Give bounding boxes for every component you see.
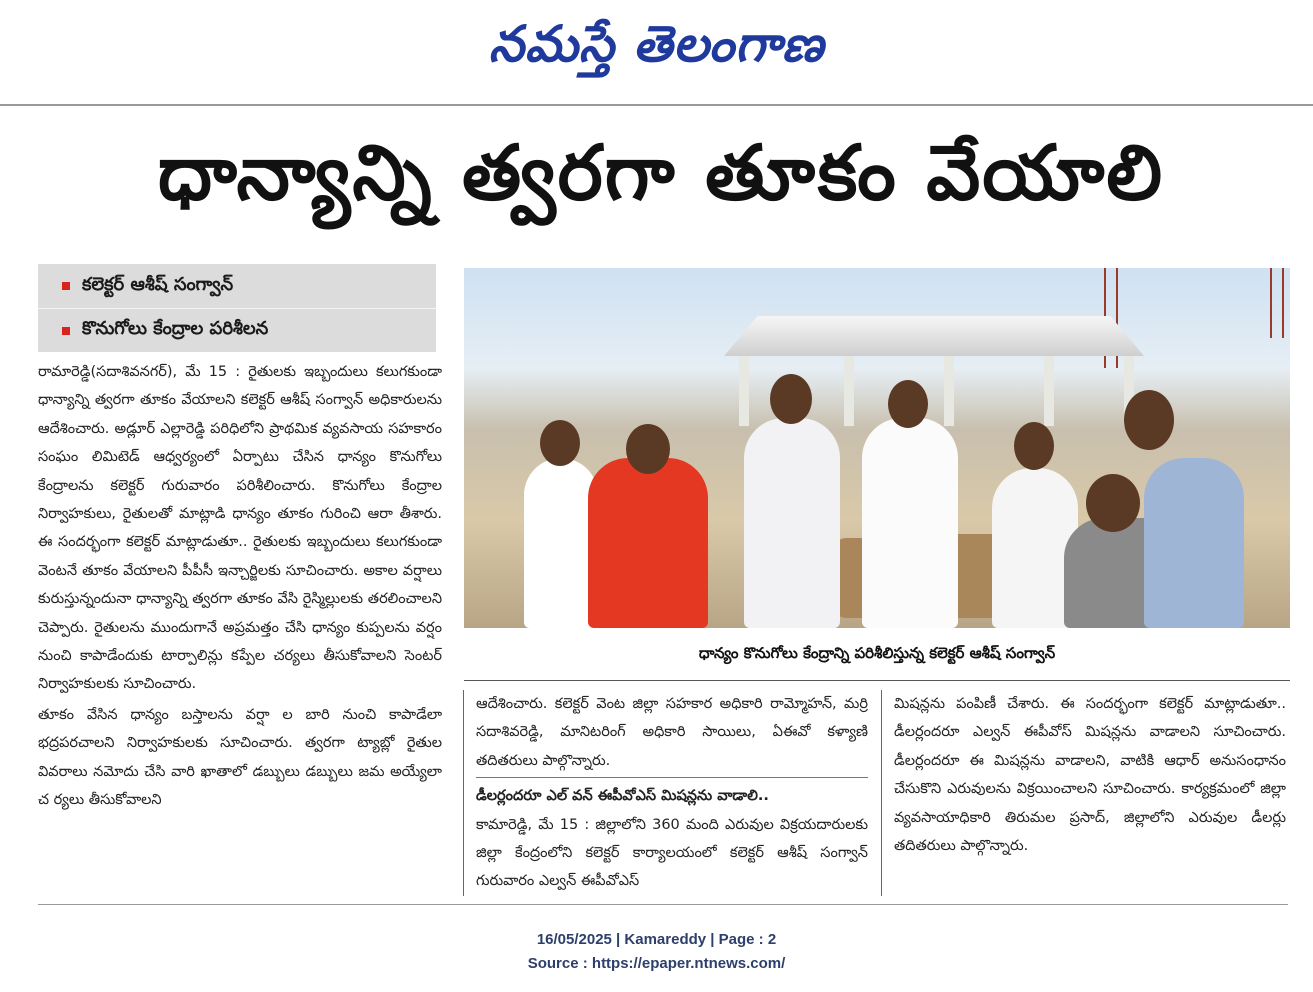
bullet-icon bbox=[62, 327, 70, 335]
caption-divider bbox=[464, 680, 1290, 681]
shed-post-graphic bbox=[944, 356, 954, 426]
footer-divider bbox=[38, 904, 1288, 905]
person-head-graphic bbox=[888, 380, 928, 428]
person-head-graphic bbox=[540, 420, 580, 466]
masthead bbox=[0, 0, 1313, 100]
subhead-text: కొనుగోలు కేంద్రాల పరిశీలన bbox=[82, 318, 269, 339]
masthead-divider bbox=[0, 104, 1313, 106]
headline bbox=[36, 112, 1286, 252]
article-paragraph: రామారెడ్డి(సదాశివనగర్), మే 15 : రైతులకు ఇబ్బందులు కలుగకుండా ధాన్యాన్ని త్వరగా తూకం వేయాలని కలెక్టర్ ఆశీష్ సంగ్వాన్ అధికారులను ఆదేశించారు. అడ్లూర్ ఎల్లారెడ్డి పరిధిలోని ప్రాథమిక వ్యవసాయ సహకారం సంఘం లిమిటెడ్ ఆధ్వర్యంలో ఏర్పాటు చేసిన ధాన్యం కొనుగోలు కేంద్రాలను కలెక్టర్ గురువారం పరిశీలించారు. కొనుగోలు కేంద్రాల నిర్వాహకులు, రైతులతో మాట్లాడి ధాన్యం తూకం గురించి ఆరా తీశారు. ఈ సందర్భంగా కలెక్టర్ మాట్లాడుతూ.. రైతులకు ఇబ్బందులు కలుగకుండా వెంటనే తూకం వేయాలని పీపీసీ ఇన్చార్జిలకు సూచించారు. అకాల వర్షాలు కురుస్తున్నందునా ధాన్యాన్ని త్వరగా తూకం వేసి రైస్మిల్లులకు తరలించాలని చెప్పారు. రైతులను ముందుగానే అప్రమత్తం చేసి ధాన్యం కుప్పలను వర్షం నుంచి కాపాడేందుకు టార్పాలిన్లు కప్పేల చర్యలు తీసుకోవాలని సెంటర్ నిర్వాహకులకు సూచించారు. bbox=[38, 364, 442, 693]
person-head-graphic bbox=[626, 424, 670, 474]
subhead-item bbox=[38, 264, 436, 308]
shed-post-graphic bbox=[1044, 356, 1054, 426]
article-paragraph: ఆదేశించారు. కలెక్టర్ వెంట జిల్లా సహకార అధికారి రామ్మోహన్, మర్రి సదాశివరెడ్డి, మానిటరింగ్ అధికారి సాయిలు, ఏఈవో కళ్యాణి తదితరులు పాల్గొన్నారు. bbox=[476, 696, 868, 769]
subhead-text: కలెక్టర్ ఆశీష్ సంగ్వాన్ bbox=[82, 273, 234, 295]
section-subhead: డీలర్లందరూ ఎల్ వన్ ఈపీవోఎస్ మిషన్లను వాడాలి.. bbox=[476, 788, 769, 805]
person-head-graphic bbox=[1014, 422, 1054, 470]
bullet-icon bbox=[62, 282, 70, 290]
person-graphic bbox=[588, 458, 708, 628]
shed-roof-graphic bbox=[724, 316, 1144, 356]
person-head-graphic bbox=[1086, 474, 1140, 532]
source-link[interactable]: Source : https://epaper.ntnews.com/ bbox=[527, 955, 786, 972]
section-divider bbox=[476, 777, 868, 778]
page-footer bbox=[0, 928, 1313, 976]
headline-text: ధాన్యాన్ని త్వరగా తూకం వేయాలి bbox=[157, 128, 1165, 217]
article-column-2 bbox=[476, 690, 868, 896]
photo-caption: ధాన్యం కొనుగోలు కేంద్రాన్ని పరిశీలిస్తున్న కలెక్టర్ ఆశీష్ సంగ్వాన్ bbox=[698, 644, 1056, 662]
subhead-box bbox=[38, 264, 436, 352]
newspaper-logo: నమస్తే తెలంగాణ bbox=[488, 14, 825, 73]
article-paragraph: తూకం వేసిన ధాన్యం బస్తాలను వర్షా ల బారి నుంచి కాపాడేలా భద్రపరచాలని నిర్వాహకులకు సూచించారు. త్వరగా ట్యాబ్లో రైతుల వివరాలు నమోదు చేసి వారి ఖాతాలో డబ్బులు డబ్బులు జమ అయ్యేలా చ ర్యలు తీసుకోవాలని bbox=[38, 706, 442, 809]
news-photo bbox=[464, 268, 1290, 628]
column-separator bbox=[463, 690, 464, 896]
person-head-graphic bbox=[770, 374, 812, 424]
article-column-1 bbox=[38, 358, 442, 815]
person-graphic bbox=[862, 418, 958, 628]
shed-post-graphic bbox=[844, 356, 854, 426]
person-head-graphic bbox=[1124, 390, 1174, 450]
shed-post-graphic bbox=[739, 356, 749, 426]
subhead-item bbox=[38, 308, 436, 352]
column-separator bbox=[881, 690, 882, 896]
edition-info: 16/05/2025 | Kamareddy | Page : 2 bbox=[536, 931, 777, 948]
person-graphic bbox=[524, 458, 598, 628]
tower-graphic bbox=[1270, 268, 1284, 338]
article-column-3 bbox=[894, 690, 1286, 860]
article-paragraph: మిషన్లను పంపిణీ చేశారు. ఈ సందర్భంగా కలెక్టర్ మాట్లాడుతూ.. డీలర్లందరూ ఎల్వన్ ఈపీవోస్ మిషన్లను వాడాలని సూచించారు. డీలర్లందరూ ఈ మిషన్లను వాడాలని, వాటికి ఆధార్ అనుసంధానం చేసుకొని ఎరువులను విక్రయించాలని సూచించారు. కార్యక్రమంలో జిల్లా వ్యవసాయాధికారి తిరుమల ప్రసాద్, జిల్లాలోని ఎరువుల డీలర్లు తదితరులు పాల్గొన్నారు. bbox=[894, 696, 1286, 855]
article-paragraph: కామారెడ్డి, మే 15 : జిల్లాలోని 360 మంది ఎరువుల విక్రయదారులకు జిల్లా కేంద్రంలోని కలెక్టర్ కార్యాలయంలో కలెక్టర్ ఆశీష్ సంగ్వాన్ గురువారం ఎల్వన్ ఈపీవోఎస్ bbox=[476, 816, 868, 890]
person-graphic bbox=[744, 418, 840, 628]
person-graphic bbox=[1144, 458, 1244, 628]
